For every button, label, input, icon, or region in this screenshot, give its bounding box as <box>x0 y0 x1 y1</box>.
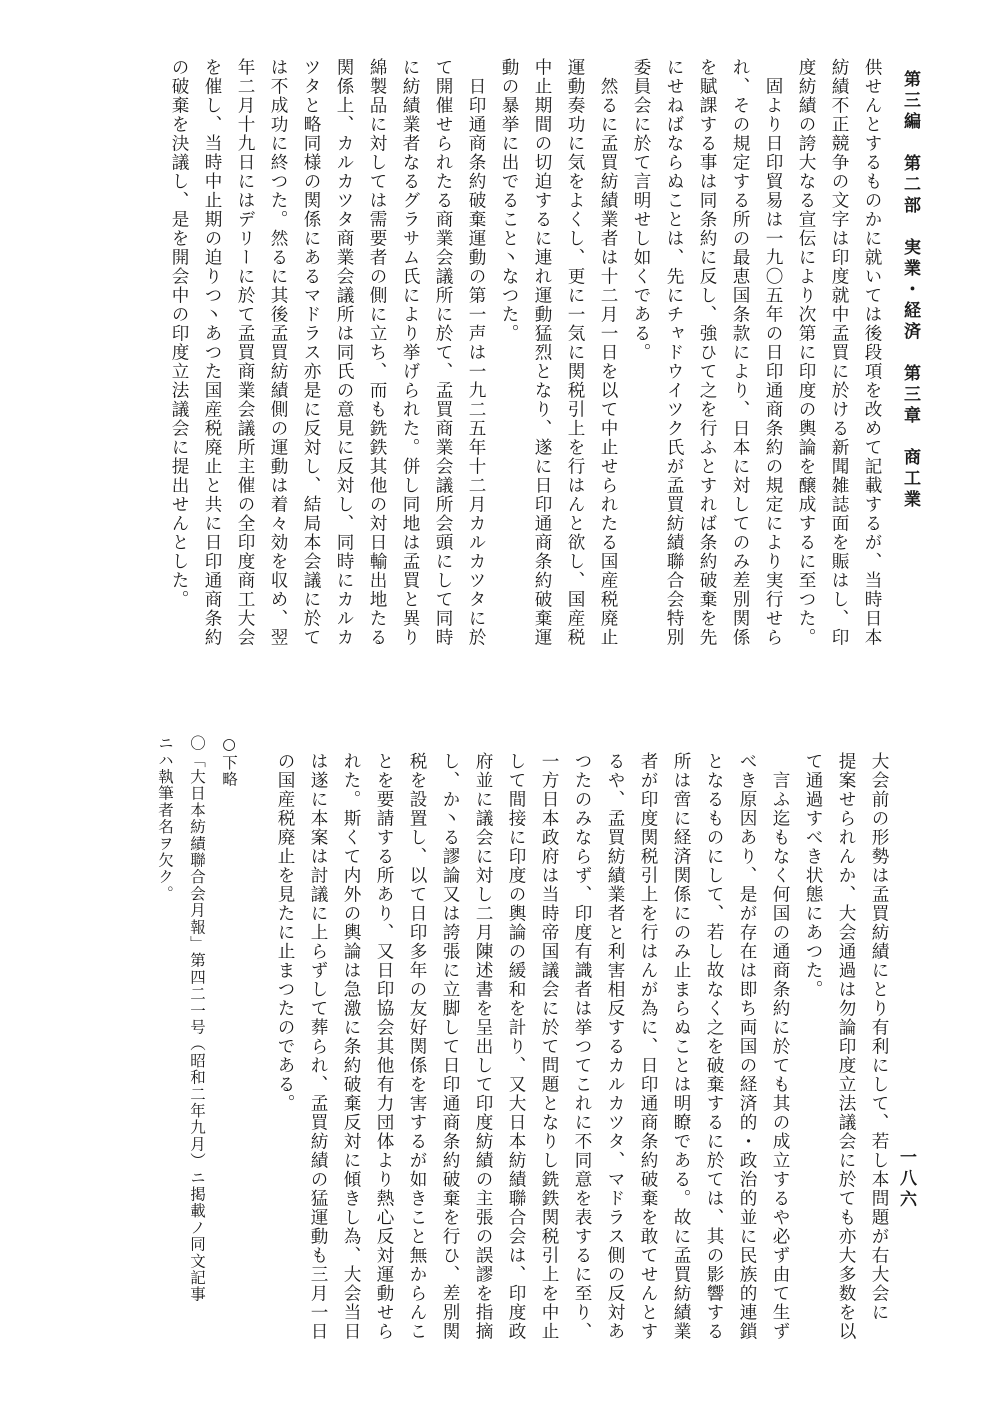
source-note-line: ニハ執筆者名ヲ欠ク。 <box>156 735 174 902</box>
text-line: 委員会に於て言明せし如くである。 <box>631 58 651 362</box>
text-line: 者が印度関税引上を行はんが為に、日印通商条約破棄を敢てせんとす <box>638 752 658 1341</box>
text-line: して間接に印度の輿論の緩和を計り、又大日本紡績聯合会は、印度政 <box>506 752 526 1341</box>
lower-body-text <box>268 752 895 1347</box>
text-line: に紡績業者なるグラサム氏により挙げられた。併し同地は孟買と異り <box>400 58 420 647</box>
text-line: 税を設置し、以て日印多年の友好関係を害するが如きこと無からんこ <box>407 752 427 1341</box>
text-line: の国産税廃止を見たに止まつたのである。 <box>275 752 295 1113</box>
text-line: 府並に議会に対し二月陳述書を呈出して印度紡績の主張の誤謬を指摘 <box>473 752 493 1341</box>
text-line: を催し、当時中止期の迫りつ丶あつた国産税廃止と共に日印通商条約 <box>202 58 222 647</box>
text-line: を賦課する事は同条約に反し、強ひて之を行ふとすれば条約破棄を先 <box>697 58 717 647</box>
page-number: 一八六 <box>896 1148 916 1211</box>
text-line: 紡績不正競争の文字は印度就中孟買に於ける新聞雑誌面を賑はし、印 <box>829 58 849 647</box>
upper-body-text <box>162 58 888 698</box>
text-line: べき原因あり、是が存在は即ち両国の経済的・政治的並に民族的連鎖 <box>737 752 757 1341</box>
text-line: 中止期間の切迫するに連れ運動猛烈となり、遂に日印通商条約破棄運 <box>532 58 552 647</box>
text-line: 関係上、カルカツタ商業会議所は同氏の意見に反対し、同時にカルカ <box>334 58 354 647</box>
text-line: 所は啻に経済関係にのみ止まらぬことは明瞭である。故に孟買紡績業 <box>671 752 691 1341</box>
text-line: 度紡績の誇大なる宣伝により次第に印度の輿論を醸成するに至つた。 <box>796 58 816 647</box>
text-line: は遂に本案は討議に上らずして葬られ、孟買紡績の猛運動も三月一日 <box>308 752 328 1341</box>
text-line: 運動奏功に気をよくし、更に一気に関税引上を行はんと欲し、国産税 <box>565 58 585 647</box>
text-line: 固より日印貿易は一九〇五年の日印通商条約の規定により実行せら <box>763 58 783 647</box>
text-line: つたのみならず、印度有識者は挙つてこれに不同意を表するに至り、 <box>572 752 592 1341</box>
text-line: にせねばならぬことは、先にチャドウイツク氏が孟買紡績聯合会特別 <box>664 58 684 647</box>
text-line: 綿製品に対しては需要者の側に立ち、而も銑鉄其他の対日輸出地たる <box>367 58 387 647</box>
omission-note: ○下略 <box>220 735 238 788</box>
source-note-line: 〇「大日本紡績聯合会月報」第四二一号（昭和二年九月）ニ掲載ノ同文記事 <box>188 735 206 1303</box>
text-line: て開催せられたる商業会議所に於て、孟買商業会議所会頭にして同時 <box>433 58 453 647</box>
text-line: 動の暴挙に出でること丶なつた。 <box>499 58 519 343</box>
text-line: は不成功に終つた。然るに其後孟買紡績側の運動は着々効を収め、翌 <box>268 58 288 647</box>
text-line: 言ふ迄もなく何国の通商条約に於ても其の成立するや必ず由て生ず <box>770 752 790 1341</box>
text-line: 供せんとするものかに就いては後段項を改めて記載するが、当時日本 <box>862 58 882 647</box>
text-line: し、か丶る謬論又は誇張に立脚して日印通商条約破棄を行ひ、差別関 <box>440 752 460 1341</box>
text-line: 大会前の形勢は孟買紡績にとり有利にして、若し本問題が右大会に <box>869 752 889 1322</box>
text-line: 然るに孟買紡績業者は十二月一日を以て中止せられたる国産税廃止 <box>598 58 618 647</box>
text-line: 年二月十九日にはデリーに於て孟買商業会議所主催の全印度商工大会 <box>235 58 255 647</box>
source-notes <box>149 735 245 1355</box>
text-line: の破棄を決議し、是を開会中の印度立法議会に提出せんとした。 <box>169 58 189 609</box>
text-line: 日印通商条約破棄運動の第一声は一九二五年十二月カルカツタに於 <box>466 58 486 647</box>
text-line: 提案せられんか、大会通過は勿論印度立法議会に於ても亦大多数を以 <box>836 752 856 1341</box>
text-line: とを要請する所あり、又日印協会其他有力団体より熱心反対運動せら <box>374 752 394 1341</box>
text-line: て通過すべき状態にあつた。 <box>803 752 823 999</box>
text-line: れた。斯くて内外の輿論は急激に条約破棄反対に傾きし為、大会当日 <box>341 752 361 1341</box>
text-line: るや、孟買紡績業者と利害相反するカルカツタ、マドラス側の反対あ <box>605 752 625 1341</box>
text-line: れ、その規定する所の最恵国条款により、日本に対してのみ差別関係 <box>730 58 750 647</box>
running-header: 第三編 第二部 実業・経済 第三章 商工業 <box>900 70 920 511</box>
text-line: となるものにして、若し故なく之を破棄するに於ては、其の影響する <box>704 752 724 1341</box>
text-line: 一方日本政府は当時帝国議会に於て問題となりし銑鉄関税引上を中止 <box>539 752 559 1341</box>
text-line: ツタと略同様の関係にあるマドラス亦是に反対し、結局本会議に於て <box>301 58 321 647</box>
